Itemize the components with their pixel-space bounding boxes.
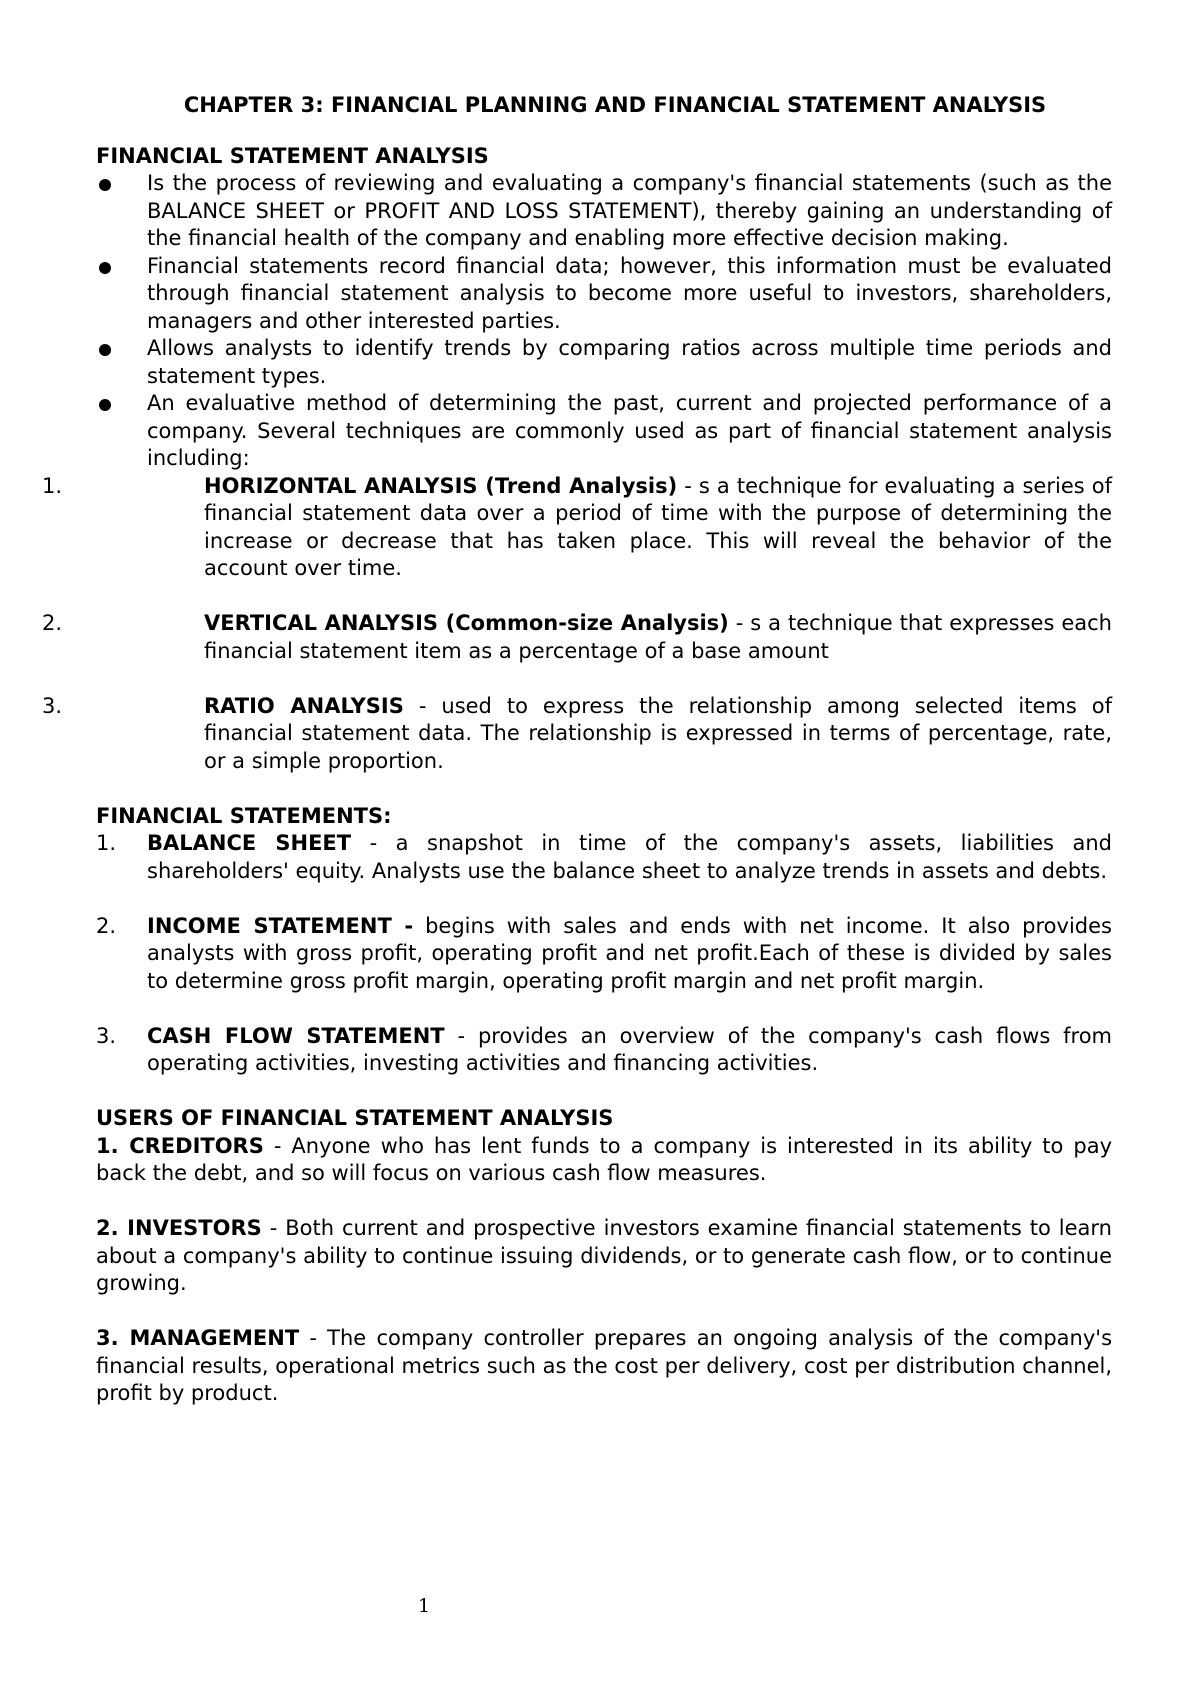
bullet-text: An evaluative method of determining the past, current and projected performance of a company. Several techniques are commonly used as part of financial statement analysis including: [147,391,1112,470]
bullet-text: Allows analysts to identify trends by comparing ratios across multiple time periods and statement types. [147,336,1112,388]
technique-number: 2. [42,611,63,635]
section-heading-statements: FINANCIAL STATEMENTS: [96,803,392,828]
technique-text: - used to express the relationship among selected items of financial statement data. The relationship is expressed in terms of percentage, rate, or a simple proportion. [204,693,1112,773]
analysis-bullet-list [42,170,1112,775]
technique-text: - s a technique for evaluating a series of financial statement data over a period of time with the purpose of determining the increase or decrease that has taken place. This will reveal the behavior of the account over time. [204,473,1112,580]
technique-term: VERTICAL ANALYSIS (Common-size Analysis) [204,611,729,635]
statement-text: - a snapshot in time of the company's assets, liabilities and shareholders' equity. Analysts use the balance sheet to analyze trends in assets and debts. [147,831,1112,883]
user-text: - Anyone who has lent funds to a company is interested in its ability to pay back the debt, and so will focus on various cash flow measures. [96,1133,1112,1185]
user-item [96,1215,1112,1298]
user-item [96,1133,1112,1188]
technique-term: RATIO ANALYSIS [204,693,404,718]
statement-text: begins with sales and ends with net income. It also provides analysts with gross profit, operating profit and net profit.Each of these is divided by sales to determine gross profit margin, operating profit margin and net profit margin. [147,913,1112,993]
bullet-icon [99,344,111,356]
bullet-item [96,335,1112,390]
section-heading-users: USERS OF FINANCIAL STATEMENT ANALYSIS [96,1106,614,1130]
bullet-text: Is the process of reviewing and evaluating a company's financial statements (such as the BALANCE SHEET or PROFIT AND LOSS STATEMENT), thereby gaining an understanding of the financial health of the company and enabling more effective decision making. [147,171,1112,250]
user-term: 3. MANAGEMENT [96,1326,300,1350]
statement-term: BALANCE SHEET [147,831,352,855]
user-text: - The company controller prepares an ongoing analysis of the company's financial results, operational metrics such as the cost per delivery, cost per distribution channel, profit by product. [96,1326,1113,1405]
page-title: CHAPTER 3: FINANCIAL PLANNING AND FINANCIAL STATEMENT ANALYSIS [183,93,1047,117]
page-number: 1 [417,1595,431,1617]
bullet-item [96,253,1112,336]
bullet-icon [99,179,111,191]
statement-item [96,1023,1112,1078]
statement-item [96,913,1112,996]
statement-number: 1. [96,831,117,855]
technique-item [42,693,1112,776]
technique-text: - s a technique that expresses each financial statement item as a percentage of a base amount [204,611,1112,663]
statement-number: 2. [96,913,117,938]
user-item [96,1325,1112,1408]
technique-item [42,610,1112,665]
bullet-item [42,390,1112,775]
statement-term: CASH FLOW STATEMENT [147,1023,445,1048]
user-text: - Both current and prospective investors examine financial statements to learn about a company's ability to continue issuing dividends, or to generate cash flow, or to continue growing. [96,1216,1112,1295]
page-footer [0,1593,1200,1621]
statement-item [96,830,1112,885]
user-term: 2. INVESTORS [96,1216,262,1240]
user-term: 1. CREDITORS [96,1133,264,1158]
technique-term: HORIZONTAL ANALYSIS (Trend Analysis) [204,473,678,498]
section-heading-analysis: FINANCIAL STATEMENT ANALYSIS [96,143,489,168]
bullet-icon [99,399,111,411]
statement-text: - provides an overview of the company's cash flows from operating activities, investing activities and financing activities. [147,1023,1112,1075]
statement-term: INCOME STATEMENT - [147,913,414,938]
technique-number: 1. [42,473,63,498]
statement-number: 3. [96,1023,117,1048]
page-content [42,92,1113,1408]
technique-item [42,473,1112,583]
technique-number: 3. [42,693,63,718]
bullet-icon [99,262,111,274]
bullet-text: Financial statements record financial data; however, this information must be evaluated through financial statement analysis to become more useful to investors, shareholders, managers and other interested parties. [147,253,1112,333]
bullet-item [96,170,1112,253]
